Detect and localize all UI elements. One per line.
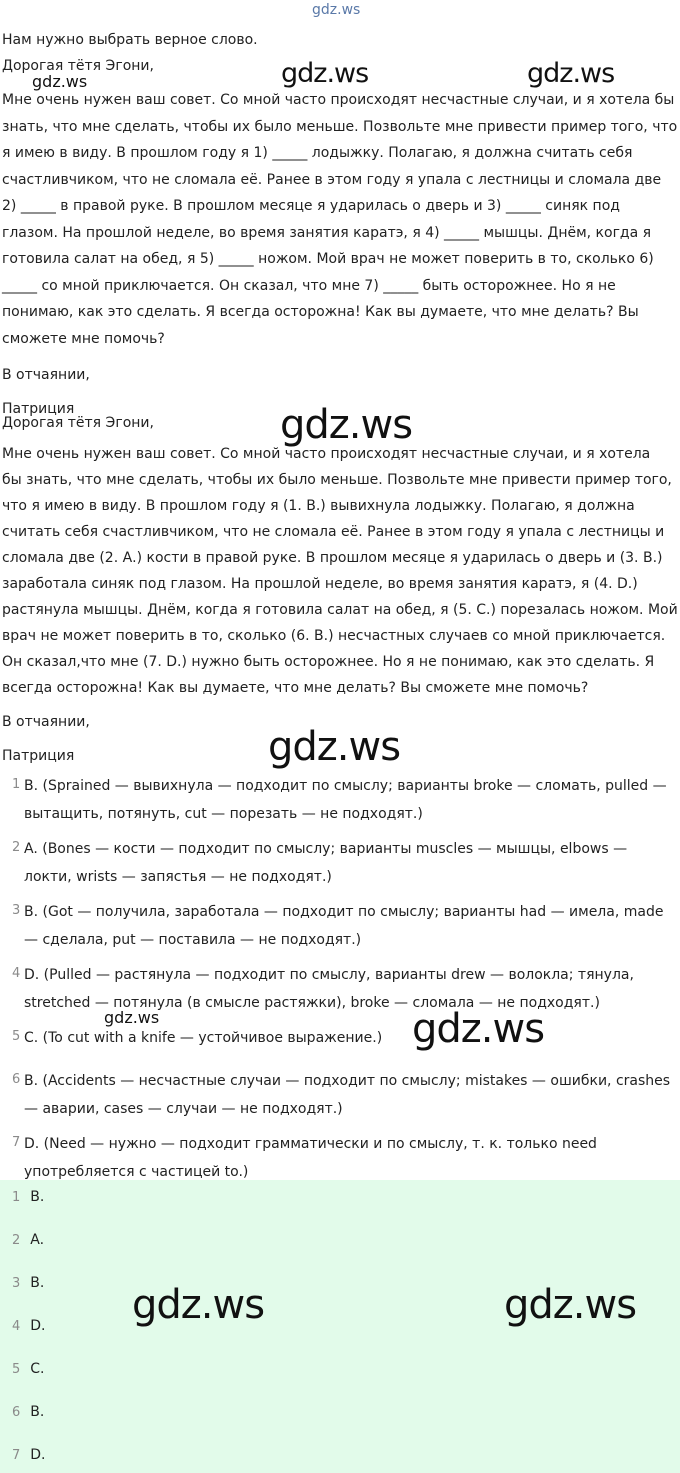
explanation-item: [12, 1130, 678, 1186]
answer-item: [12, 1447, 46, 1463]
explanation-text: B. (Accidents — несчастные случаи — подходит по смыслу; mistakes — ошибки, crashes — аварии, cases — случаи — не подходят.): [24, 1073, 671, 1117]
solution-line: что я имею в виду. В прошлом году я (1. В.) вывихнула лодыжку. Полагаю, я должна: [2, 498, 635, 514]
item-number: 7: [12, 1135, 21, 1150]
explanation-text: D. (Pulled — растянула — подходит по смыслу, варианты drew — волокла; тянула, stretched — потянула (в смысле растяжки), broke — сломала — не подходят.): [24, 967, 634, 1011]
watermark: gdz.ws: [104, 1008, 160, 1027]
item-number: 6: [12, 1405, 21, 1420]
answer-value: B.: [30, 1404, 45, 1420]
answer-item: [12, 1189, 44, 1205]
item-number: 1: [12, 1190, 21, 1205]
solution-line: Он сказал,что мне (7. D.) нужно быть осторожнее. Но я не понимаю, как это сделать. Я: [2, 654, 655, 670]
letter-greeting: Дорогая тётя Эгони,: [2, 58, 154, 74]
watermark: gdz.ws: [132, 1282, 265, 1328]
solution-signature: Патриция: [2, 748, 75, 764]
answer-value: D.: [30, 1318, 46, 1334]
answer-value: B.: [30, 1275, 45, 1291]
watermark: gdz.ws: [280, 402, 413, 448]
item-number: 3: [12, 903, 21, 918]
item-number: 5: [12, 1362, 21, 1377]
solution-line: сломала две (2. А.) кости в правой руке. В прошлом месяце я ударилась о дверь и (3. В.): [2, 550, 663, 566]
answer-item: [12, 1318, 46, 1334]
answer-value: D.: [30, 1447, 46, 1463]
explanation-item: [12, 898, 678, 954]
solution-line: бы знать, что мне сделать, чтобы их было меньше. Позвольте мне привести пример того,: [2, 472, 672, 488]
solution-line: растянула мышцы. Днём, когда я готовила салат на обед, я (5. С.) порезалась ножом. Мой: [2, 602, 678, 618]
solution-line: врач не может поверить в то, сколько (6. В.) несчастных случаев со мной приключается.: [2, 628, 666, 644]
solution-greeting: Дорогая тётя Эгони,: [2, 415, 154, 431]
item-number: 3: [12, 1276, 21, 1291]
item-number: 4: [12, 966, 21, 981]
solution-line: заработала синяк под глазом. На прошлой неделе, во время занятия каратэ, я (4. D.): [2, 576, 638, 592]
answer-value: C.: [30, 1361, 45, 1377]
explanation-item: [12, 1067, 678, 1123]
explanation-text: A. (Bones — кости — подходит по смыслу; варианты muscles — мышцы, elbows — локти, wrists — запястья — не подходят.): [24, 841, 628, 885]
explanation-item: [12, 1024, 678, 1052]
solution-line: считать себя счастливчиком, что не сломала её. Ранее в этом году я упала с лестницы и: [2, 524, 665, 540]
item-number: 2: [12, 840, 21, 855]
item-number: 1: [12, 777, 21, 792]
answer-value: A.: [30, 1232, 45, 1248]
watermark: gdz.ws: [32, 72, 88, 91]
explanation-text: B. (Sprained — вывихнула — подходит по смыслу; варианты broke — сломать, pulled — вытащить, потянуть, cut — порезать — не подходят.): [24, 778, 667, 822]
answer-item: [12, 1361, 45, 1377]
solution-block: [2, 410, 678, 769]
item-number: 2: [12, 1233, 21, 1248]
explanation-item: [12, 772, 678, 828]
letter-signature: Патриция: [2, 401, 75, 417]
explanation-item: [12, 835, 678, 891]
explanation-text: C. (To cut with a knife — устойчивое выражение.): [24, 1030, 383, 1046]
item-number: 7: [12, 1448, 21, 1463]
watermark: gdz.ws: [268, 724, 401, 770]
explanation-text: D. (Need — нужно — подходит грамматически и по смыслу, т. к. только need употребляется с частицей to.): [24, 1136, 597, 1180]
solution-line: Мне очень нужен ваш совет. Со мной часто происходят несчастные случаи, и я хотела: [2, 446, 651, 462]
solution-line: всегда осторожна! Как вы думаете, что мне делать? Вы сможете мне помочь?: [2, 680, 589, 696]
watermark: gdz.ws: [527, 58, 615, 89]
letter-closing: В отчаянии,: [2, 367, 90, 383]
solution-closing: В отчаянии,: [2, 714, 90, 730]
answer-item: [12, 1275, 44, 1291]
answer-value: B.: [30, 1189, 45, 1205]
top-watermark-link[interactable]: gdz.ws: [312, 2, 361, 18]
letter-body: Мне очень нужен ваш совет. Со мной часто происходят несчастные случаи, и я хотела бы знать, что мне сделать, чтобы их было меньше. Позвольте мне привести пример того, что я имею в виду. В прошлом году я 1) _____ лодыжку. Полагаю, я должна считать себя счастливчиком, что не сломала её. Ранее в этом году я упала с лестницы и сломала две 2) _____ в правой руке. В прошлом месяце я ударилась о дверь и 3) _____ синяк под глазом. На прошлой неделе, во время занятия каратэ, я 4) _____ мышцы. Днём, когда я готовила салат на обед, я 5) _____ ножом. Мой врач не может поверить в то, сколько 6) _____ со мной приключается. Он сказал, что мне 7) _____ быть осторожнее. Но я не понимаю, как это сделать. Я всегда осторожна! Как вы думаете, что мне делать? Вы сможете мне помочь?: [2, 92, 678, 347]
watermark: gdz.ws: [281, 58, 369, 89]
explanation-text: B. (Got — получила, заработала — подходит по смыслу; варианты had — имела, made — сделала, put — поставила — не подходят.): [24, 904, 664, 948]
item-number: 6: [12, 1072, 21, 1087]
item-number: 5: [12, 1029, 21, 1044]
item-number: 4: [12, 1319, 21, 1334]
watermark: gdz.ws: [504, 1282, 637, 1328]
answer-item: [12, 1404, 44, 1420]
answer-item: [12, 1232, 44, 1248]
instruction-text: Нам нужно выбрать верное слово.: [2, 32, 258, 48]
watermark: gdz.ws: [412, 1006, 545, 1052]
